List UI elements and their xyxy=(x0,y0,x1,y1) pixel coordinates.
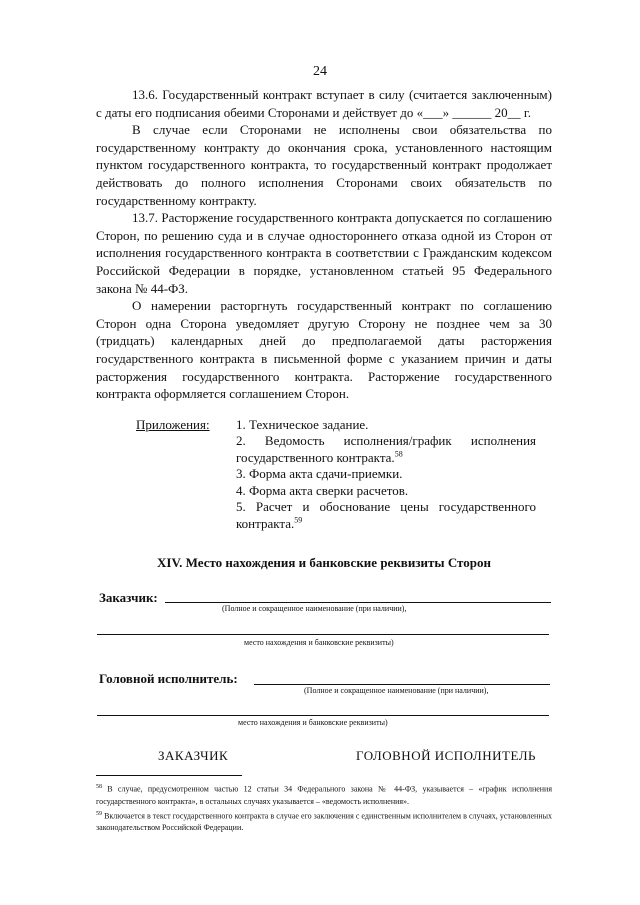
attachment-item: 1. Техническое задание. xyxy=(236,416,369,432)
footnote-58: $^{58}$ В случае, предусмотренном частью 12 статьи 34 Федерального закона № 44-ФЗ, указывается – «график исполнения государственного контракта», в остальных случаях указывается – «ведомость исполнения». xyxy=(96,784,553,806)
signature-customer: ЗАКАЗЧИК xyxy=(158,748,229,763)
section-heading: XIV. Место нахождения и банковские реквизиты Сторон xyxy=(157,555,491,570)
page-number: 24 xyxy=(313,64,327,79)
paragraph-unfulfilled-obligations: В случае если Сторонами не исполнены свои обязательства по государственному контракту до окончания срока, установленного настоящим пунктом государственного контракта, то государственный контракт продолжает действовать до полного исполнения Сторонами своих обязательств по государственному контракту. xyxy=(96,122,552,208)
attachment-item: 5. Расчет и обоснование цены государственного контракта.$^{59}$ xyxy=(236,499,536,531)
signature-contractor: ГОЛОВНОЙ ИСПОЛНИТЕЛЬ xyxy=(356,748,536,763)
attachment-item: 3. Форма акта сдачи-приемки. xyxy=(236,466,403,482)
footnote-separator xyxy=(96,775,242,776)
attachment-item: 2. Ведомость исполнения/график исполнения государственного контракта.$^{58}$ xyxy=(236,433,536,465)
customer-label: Заказчик: xyxy=(99,590,158,605)
contract-body xyxy=(96,86,552,529)
attachment-item: 4. Форма акта сверки расчетов. xyxy=(236,482,409,498)
footnotes xyxy=(96,781,552,834)
customer-name-field[interactable] xyxy=(165,588,551,603)
footnote-59: $^{59}$ Включается в текст государственного контракта в случае его заключения с единственным исполнителем в случаях, установленных законодательством Российской Федерации. xyxy=(96,810,552,833)
customer-address-field[interactable] xyxy=(97,620,549,635)
attachments-label: Приложения: xyxy=(136,416,210,432)
footnote-ref: 59 xyxy=(294,515,303,525)
contractor-label: Головной исполнитель: xyxy=(99,671,238,686)
attachments-list xyxy=(236,417,536,533)
footnote-ref: 58 xyxy=(394,449,403,459)
contractor-name-field[interactable] xyxy=(254,670,550,685)
customer-name-hint: (Полное и сокращенное наименование (при наличии), xyxy=(222,604,407,613)
paragraph-13-6: 13.6. Государственный контракт вступает в силу (считается заключенным) с даты его подписания обеими Сторонами и действует до «___» ______ 20__ г. xyxy=(96,87,552,120)
attachments-block xyxy=(96,417,552,529)
contractor-name-hint: (Полное и сокращенное наименование (при наличии), xyxy=(304,686,489,695)
paragraph-13-7: 13.7. Расторжение государственного контракта допускается по соглашению Сторон, по решению суда и в случае одностороннего отказа одной из Сторон от исполнения государственного контракта в соответствии с Гражданским кодексом Российской Федерации в порядке, установленном статьей 95 Федерального закона № 44-ФЗ. xyxy=(96,210,552,296)
contractor-address-field[interactable] xyxy=(97,701,549,716)
contractor-address-hint: место нахождения и банковские реквизиты) xyxy=(238,718,388,727)
customer-address-hint: место нахождения и банковские реквизиты) xyxy=(244,638,394,647)
paragraph-termination-notice: О намерении расторгнуть государственный контракт по соглашению Сторон одна Сторона уведомляет другую Сторону не позднее чем за 30 (тридцать) календарных дней до предполагаемой даты расторжения государственного контракта в письменной форме с указанием причин и даты расторжения государственного контракта. Расторжение государственного контракта оформляется соглашением Сторон. xyxy=(96,298,552,402)
